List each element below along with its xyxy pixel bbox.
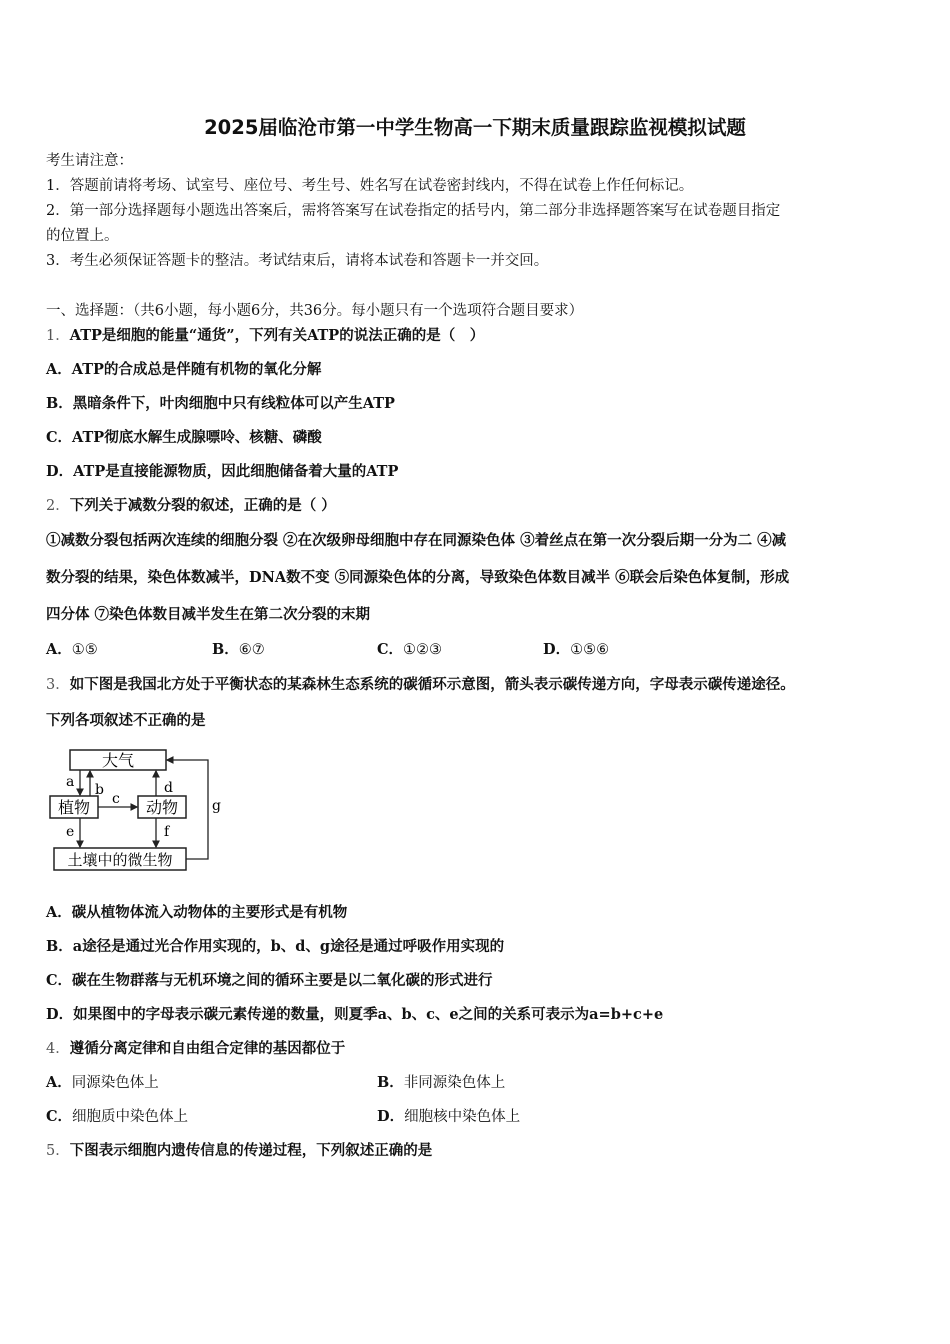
q4-option-a[interactable] [46,1073,159,1093]
q1-number: 1． [46,328,70,344]
q2-option-c[interactable] [377,640,442,660]
q4-stem [46,1039,906,1059]
notice-item-3: 3．考生必须保证答题卡的整洁。考试结束后，请将本试卷和答题卡一并交回。 [46,253,549,269]
q2-number: 2． [46,498,70,514]
q3-stem-line-2: 下列各项叙述不正确的是 [46,712,206,729]
q1-option-b[interactable]: B．黑暗条件下，叶肉细胞中只有线粒体可以产生ATP [46,395,395,412]
notice-item-2: 2．第一部分选择题每小题选出答案后，需将答案写在试卷指定的括号内，第二部分非选择题答案写在试卷题目指定 [46,203,781,219]
q2-stem [46,496,906,516]
q4-option-d[interactable] [377,1107,520,1127]
q2-option-b[interactable] [212,640,265,660]
q3-option-a[interactable]: A．碳从植物体流入动物体的主要形式是有机物 [46,904,348,921]
plant-label: 植物 [57,798,91,817]
notice-item-2-cont: 的位置上。 [46,228,119,244]
q2-option-d-label: D． [543,641,571,658]
q4-option-c-value: 细胞质中染色体上 [72,1109,189,1125]
q5-stem [46,1141,906,1161]
notice-item-1: 1．答题前请将考场、试室号、座位号、考生号、姓名写在试卷密封线内，不得在试卷上作任何标记。 [46,178,694,194]
q2-body-line-3: 四分体 ⑦染色体数目减半发生在第二次分裂的末期 [46,606,371,623]
q4-stem-text: 遵循分离定律和自由组合定律的基因都位于 [69,1040,346,1057]
label-e: e [66,824,75,840]
section-heading: 一、选择题：（共6小题，每小题6分，共36分。每小题只有一个选项符合题目要求） [46,303,584,319]
q3-option-c[interactable]: C．碳在生物群落与无机环境之间的循环主要是以二氧化碳的形式进行 [46,972,493,989]
atmosphere-label: 大气 [101,751,135,770]
q4-option-a-value: 同源染色体上 [71,1075,159,1091]
q4-option-d-value: 细胞核中染色体上 [404,1109,521,1125]
carbon-cycle-diagram [44,744,224,874]
q4-option-b-label: B． [377,1074,404,1091]
label-c: c [112,791,120,807]
label-d: d [164,780,173,796]
q4-option-d-label: D． [377,1108,405,1125]
q2-option-b-label: B． [212,641,239,658]
label-a: a [66,774,75,790]
notice-heading: 考生请注意： [46,153,133,169]
q1-stem-text: ATP是细胞的能量“通货”，下列有关ATP的说法正确的是（ ） [69,327,485,344]
q3-option-b[interactable]: B．a途径是通过光合作用实现的，b、d、g途径是通过呼吸作用实现的 [46,938,505,955]
q2-option-a-value: ①⑤ [71,642,98,658]
q3-number: 3． [46,677,70,693]
animal-label: 动物 [145,798,179,817]
q2-option-b-value: ⑥⑦ [238,642,265,658]
q1-option-d[interactable]: D．ATP是直接能源物质，因此细胞储备着大量的ATP [46,463,399,480]
q3-stem [46,675,906,695]
q2-option-c-label: C． [377,641,404,658]
q4-option-c-label: C． [46,1108,73,1125]
q2-option-c-value: ①②③ [403,642,443,658]
microbe-label: 土壤中的微生物 [67,851,173,869]
q5-stem-text: 下图表示细胞内遗传信息的传递过程，下列叙述正确的是 [69,1142,433,1159]
q4-option-c[interactable] [46,1107,188,1127]
q2-option-d-value: ①⑤⑥ [570,642,610,658]
q3-stem-text: 如下图是我国北方处于平衡状态的某森林生态系统的碳循环示意图，箭头表示碳传递方向，字母表示碳传递途径。 [69,676,795,693]
q5-number: 5． [46,1143,70,1159]
q4-option-a-label: A． [46,1074,72,1091]
q2-body-line-1: ①减数分裂包括两次连续的细胞分裂 ②在次级卵母细胞中存在同源染色体 ③着丝点在第一次分裂后期一分为二 ④减 [46,532,787,549]
label-f: f [164,824,170,840]
q3-option-d[interactable]: D．如果图中的字母表示碳元素传递的数量，则夏季a、b、c、e之间的关系可表示为a=b+c+e [46,1006,664,1023]
page-title: 2025届临沧市第一中学生物高一下期末质量跟踪监视模拟试题 [204,116,746,139]
label-g: g [212,798,221,814]
q2-option-a[interactable] [46,640,98,660]
label-b: b [95,782,104,798]
q1-stem [46,326,906,346]
q4-option-b-value: 非同源染色体上 [403,1075,506,1091]
q4-number: 4． [46,1041,70,1057]
q2-option-a-label: A． [46,641,72,658]
q2-stem-text: 下列关于减数分裂的叙述，正确的是（ ） [69,497,336,514]
q1-option-a[interactable]: A．ATP的合成总是伴随有机物的氧化分解 [46,361,322,378]
q1-option-c[interactable]: C．ATP彻底水解生成腺嘌呤、核糖、磷酸 [46,429,322,446]
q2-body-line-2: 数分裂的结果，染色体数减半，DNA数不变 ⑤同源染色体的分离，导致染色体数目减半 ⑥联会后染色体复制，形成 [46,569,790,586]
q4-option-b[interactable] [377,1073,505,1093]
q2-option-d[interactable] [543,640,609,660]
